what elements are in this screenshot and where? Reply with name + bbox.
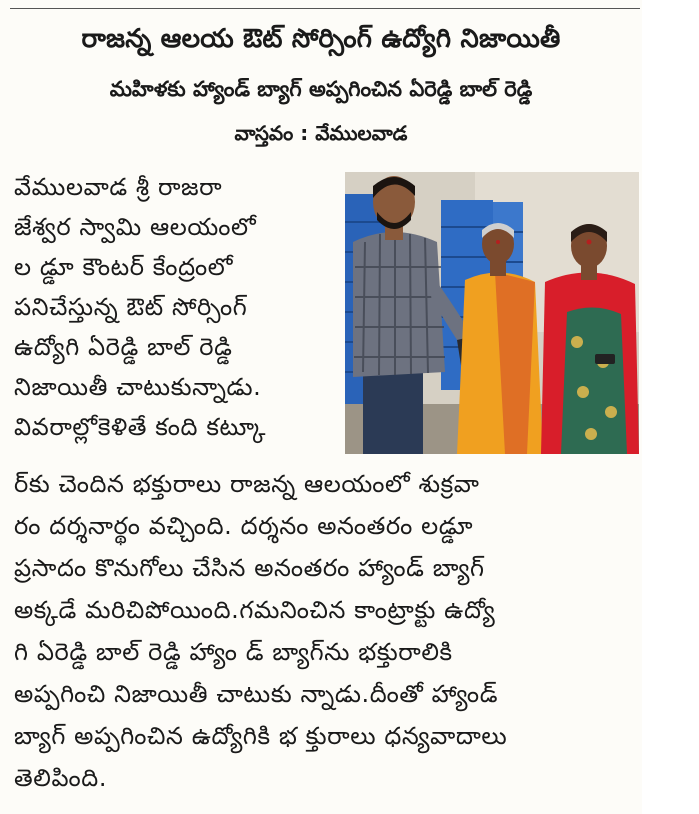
body-line: ప్రసాదం కొనుగోలు చేసిన అనంతరం హ్యాండ్ బ్యాగ్ — [14, 554, 485, 582]
news-photo — [345, 172, 639, 454]
body-line: అప్పగించి నిజాయితీ చాటుకు న్నాడు.దీంతో హ్యాండ్ — [14, 680, 499, 708]
news-photo-illustration — [345, 172, 639, 454]
body-line: బ్యాగ్ అప్పగించిన ఉద్యోగికి భ క్తురాలు ధన్యవాదాలు — [14, 722, 508, 750]
body-line: అక్కడే మరిచిపోయింది.గమనించిన కాంట్రాక్టు ఉద్యో — [14, 596, 496, 624]
body-line: ఉద్యోగి ఏరెడ్డి బాల్ రెడ్డి — [14, 333, 233, 361]
headline: రాజన్న ఆలయ ఔట్ సోర్సింగ్ ఉద్యోగి నిజాయితీ — [81, 24, 561, 54]
body-line: గి ఏరెడ్డి బాల్ రెడ్డి హ్యాం డ్ బ్యాగ్‌ను భక్తురాలికి — [14, 638, 453, 666]
body-line: రం దర్శనార్థం వచ్చింది. దర్శనం అనంతరం లడ్డూ — [14, 512, 474, 540]
body-line: నిజాయితీ చాటుకున్నాడు. — [14, 373, 262, 401]
dateline: వాస్తవం : వేములవాడ — [234, 121, 408, 145]
body-line: ర్‌కు చెందిన భక్తురాలు రాజన్న ఆలయంలో శుక్రవా — [14, 470, 480, 498]
body-line: పనిచేస్తున్న ఔట్ సోర్సింగ్ — [14, 293, 248, 321]
subheadline: మహిళకు హ్యాండ్ బ్యాగ్ అప్పగించిన ఏరెడ్డి బాల్ రెడ్డి — [109, 77, 533, 101]
body-line: జేశ్వర స్వామి ఆలయంలో — [14, 213, 257, 241]
top-rule — [10, 8, 640, 9]
body-line: వివరాల్లోకెళితే కంది కట్కూ — [14, 413, 267, 441]
body-line: తెలిపింది. — [14, 764, 108, 792]
body-line: వేములవాడ శ్రీ రాజరా — [14, 173, 223, 201]
body-line: ల డ్డూ కౌంటర్ కేంద్రంలో — [14, 253, 234, 281]
